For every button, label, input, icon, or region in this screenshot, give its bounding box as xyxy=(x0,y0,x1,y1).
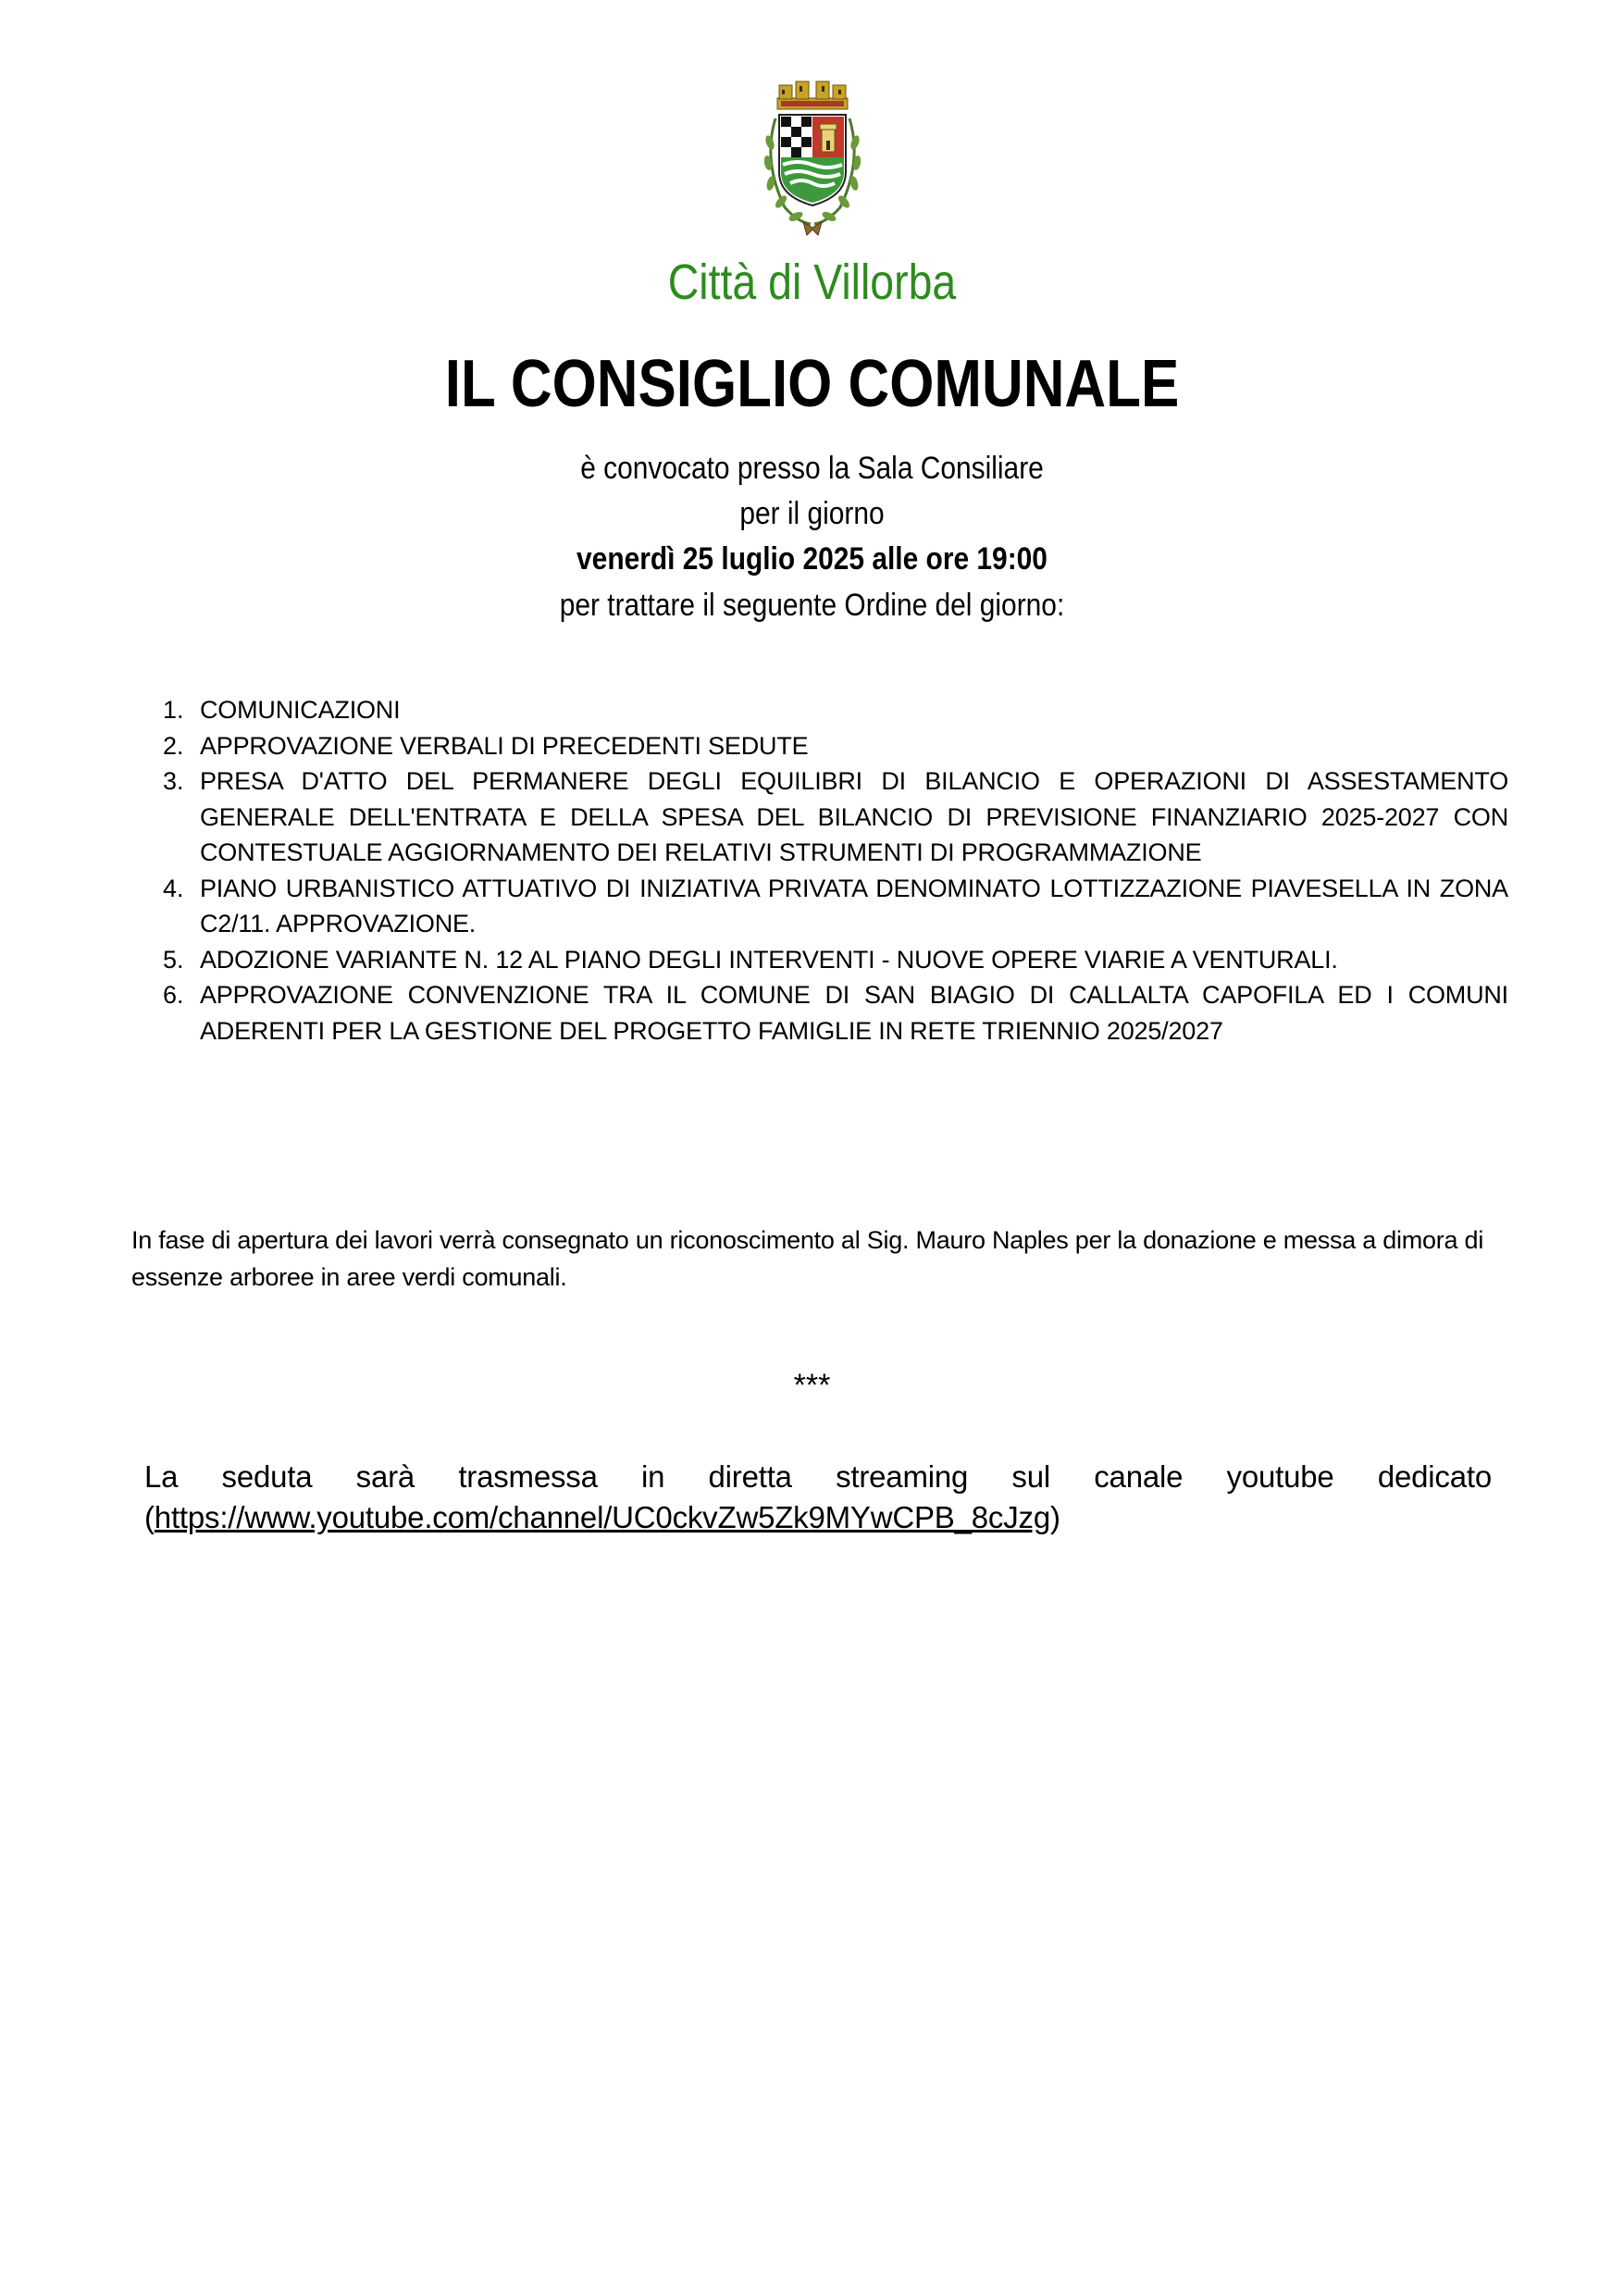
agenda-item-text: APPROVAZIONE VERBALI DI PRECEDENTI SEDUTE xyxy=(200,731,809,760)
agenda-item-number: 3. xyxy=(163,767,184,795)
agenda-item xyxy=(163,692,1508,728)
meeting-date: venerdì 25 luglio 2025 alle ore 19:00 xyxy=(576,541,1048,577)
agenda-item-text: APPROVAZIONE CONVENZIONE TRA IL COMUNE DI SAN BIAGIO DI CALLALTA CAPOFILA ED I COMUNI ADERENTI PER LA GESTIONE DEL PROGETTO FAMIGLIE IN RETE TRIENNIO 2025/2027 xyxy=(200,981,1508,1045)
coat-of-arms-icon xyxy=(757,78,868,237)
agenda-item-number: 4. xyxy=(163,874,184,902)
agenda-item-number: 2. xyxy=(163,731,184,760)
streaming-notice xyxy=(144,1457,1492,1538)
agenda-item xyxy=(163,942,1508,978)
section-separator: *** xyxy=(793,1368,831,1403)
intro-line-4: per trattare il seguente Ordine del giorno: xyxy=(559,588,1065,623)
agenda-item-text: PRESA D'ATTO DEL PERMANERE DEGLI EQUILIBRI DI BILANCIO E OPERAZIONI DI ASSESTAMENTO GENERALE DELL'ENTRATA E DELLA SPESA DEL BILANCIO DI PREVISIONE FINANZIARIO 2025-2027 CON CONTESTUALE AGGIORNAMENTO DEI RELATIVI STRUMENTI DI PROGRAMMAZIONE xyxy=(200,767,1508,866)
agenda-item-number: 1. xyxy=(163,696,184,724)
agenda-item-number: 6. xyxy=(163,981,184,1009)
page-title: IL CONSIGLIO COMUNALE xyxy=(444,347,1180,421)
recognition-note: In fase di apertura dei lavori verrà consegnato un riconoscimento al Sig. Mauro Naples per la donazione e messa a dimora di essenze arboree in aree verdi comunali. xyxy=(131,1226,1484,1291)
intro-line-2: per il giorno xyxy=(739,496,885,531)
agenda-item-text: ADOZIONE VARIANTE N. 12 AL PIANO DEGLI INTERVENTI - NUOVE OPERE VIARIE A VENTURALI. xyxy=(200,945,1338,974)
agenda-item-number: 5. xyxy=(163,945,184,974)
intro-line-1: è convocato presso la Sala Consiliare xyxy=(580,451,1044,486)
agenda-item xyxy=(163,728,1508,764)
youtube-channel-link[interactable]: https://www.youtube.com/channel/UC0ckvZw5Zk9MYwCPB_8cJzg xyxy=(154,1500,1050,1534)
agenda-list xyxy=(163,692,1508,1049)
agenda-item xyxy=(163,977,1508,1049)
city-name: Città di Villorba xyxy=(667,254,957,310)
agenda-item xyxy=(163,871,1508,942)
agenda-item-text: COMUNICAZIONI xyxy=(200,696,401,724)
streaming-text-end: ) xyxy=(1049,1500,1060,1534)
agenda-item-text: PIANO URBANISTICO ATTUATIVO DI INIZIATIVA PRIVATA DENOMINATO LOTTIZZAZIONE PIAVESELLA IN ZONA C2/11. APPROVAZIONE. xyxy=(200,874,1508,937)
streaming-text: La seduta sarà trasmessa in diretta streaming sul canale youtube dedicato ( xyxy=(144,1459,1492,1534)
agenda-item xyxy=(163,763,1508,871)
